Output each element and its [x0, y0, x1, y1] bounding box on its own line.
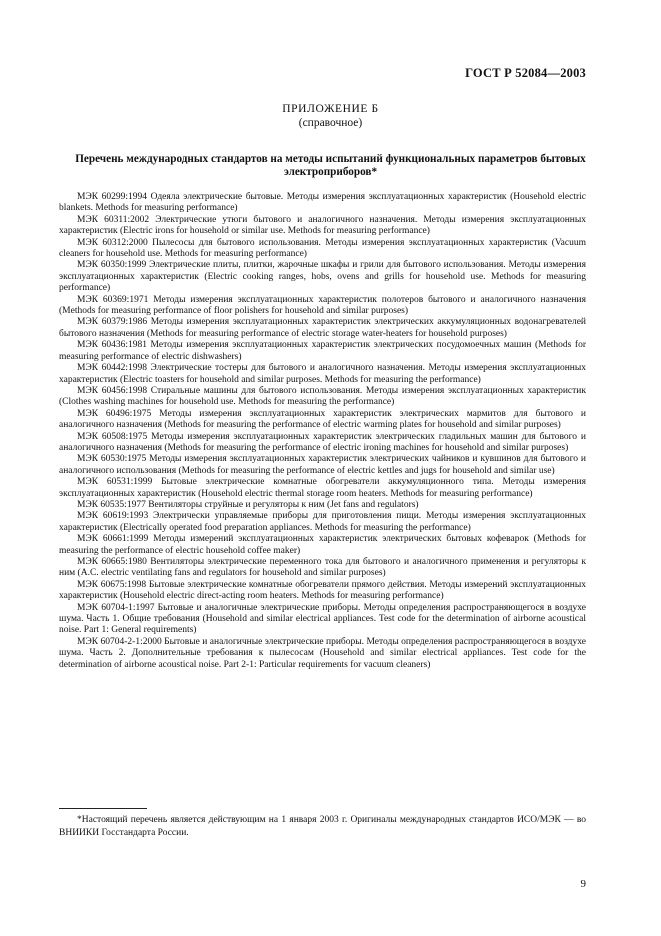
standard-entry: МЭК 60675:1998 Бытовые электрические комнатные обогреватели прямого действия. Методы измерений эксплуатационных характеристик (Household electric direct-acting room heaters. Methods for measuring performance)	[59, 579, 586, 602]
standard-entry: МЭК 60508:1975 Методы измерения эксплуатационных характеристик электрических гладильных машин для бытового и аналогичного назначения (Methods for measuring the performance of electric ironing machines for household and similar purposes)	[59, 431, 586, 453]
standard-entry: МЭК 60379:1986 Методы измерения эксплуатационных характеристик электрических аккумуляционных водонагревателей бытового назначения (Methods for measuring performance of electric storage water-heaters for household purposes)	[59, 317, 586, 339]
standard-entry: МЭК 60661:1999 Методы измерений эксплуатационных характеристик электрических бытовых кофеварок (Methods for measuring the performance of electric household coffee maker)	[59, 534, 586, 556]
standard-entry: МЭК 60312:2000 Пылесосы для бытового использования. Методы измерения эксплуатационных характеристик (Vacuum cleaners for household use. Methods for measuring performance)	[59, 237, 586, 260]
standard-entry: МЭК 60456:1998 Стиральные машины для бытового использования. Методы измерения эксплуатационных характеристик (Clothes washing machines for household use. Methods for measuring the performance)	[59, 385, 586, 408]
standard-entry: МЭК 60665:1980 Вентиляторы электрические переменного тока для бытового и аналогичного применения и регуляторы к ним (A.C. electric ventilating fans and regulators for household and similar purposes)	[59, 557, 586, 579]
standard-entry: МЭК 60496:1975 Методы измерения эксплуатационных характеристик электрических мармитов для бытового и аналогичного назначения (Methods for measuring the performance of electric warming plates for household and similar purposes)	[59, 408, 586, 431]
standard-entry: МЭК 60619:1993 Электрически управляемые приборы для приготовления пищи. Методы измерения эксплуатационных характеристик (Electrically operated food preparation appliances. Methods for measuring the performance)	[59, 511, 586, 533]
standard-entry: МЭК 60442:1998 Электрические тостеры для бытового и аналогичного назначения. Методы измерения эксплуатационных характеристик (Electric toasters for household and similar purposes. Methods for measuring the performance)	[59, 363, 586, 385]
standard-entry: МЭК 60704-1:1997 Бытовые и аналогичные электрические приборы. Методы определения распространяющегося в воздухе шума. Часть 1. Общие требования (Household and similar electrical appliances. Test code for the determination of airborne acoustical noise. Part 1: General requirements)	[59, 602, 586, 636]
standard-entry: МЭК 60530:1975 Методы измерения эксплуатационных характеристик электрических чайников и кувшинов для бытового и аналогичного использования (Methods for measuring the performance of electric kettles and jugs for household and similar use)	[59, 454, 586, 476]
standard-entry: МЭК 60531:1999 Бытовые электрические комнатные обогреватели аккумуляционного типа. Методы измерения эксплуатационных характеристик (Household electric thermal storage room heaters. Methods for measuring performance)	[59, 477, 586, 499]
footnote: *Настоящий перечень является действующим на 1 января 2003 г. Оригиналы международных стандартов ИСО/МЭК — во ВНИИКИ Госстандарта России.	[59, 815, 586, 838]
annex-title: ПРИЛОЖЕНИЕ Б	[282, 103, 379, 115]
standard-entry: МЭК 60535:1977 Вентиляторы струйные и регуляторы к ним (Jet fans and regulators)	[77, 499, 419, 510]
footnote-divider	[59, 808, 147, 809]
document-code: ГОСТ Р 52084—2003	[465, 66, 586, 80]
standard-entry: МЭК 60299:1994 Одеяла электрические бытовые. Методы измерения эксплуатационных характеристик (Household electric blankets. Methods for measuring performance)	[59, 192, 586, 214]
standard-entry: МЭК 60436:1981 Методы измерения эксплуатационных характеристик электрических посудомоечных машин (Methods for measuring performance of electric dishwashers)	[59, 340, 586, 362]
standard-entry: МЭК 60704-2-1:2000 Бытовые и аналогичные электрические приборы. Методы определения распространяющегося в воздухе шума. Часть 2. Дополнительные требования к пылесосам (Household and similar electrical appliances. Test code for the determination of airborne acoustical noise. Part 2-1: Particular requirements for vacuum cleaners)	[59, 636, 586, 670]
standard-entry: МЭК 60350:1999 Электрические плиты, плитки, жарочные шкафы и грили для бытового использования. Методы измерения эксплуатационных характеристик (Electric cooking ranges, hobs, ovens and grills for household use. Methods for measuring performance)	[59, 260, 586, 294]
annex-subtitle: (справочное)	[298, 117, 363, 129]
standard-entry: МЭК 60369:1971 Методы измерения эксплуатационных характеристик полотеров бытового и аналогичного назначения (Methods for measuring performance of floor polishers for household and similar purposes)	[59, 294, 586, 317]
standards-list	[59, 192, 586, 671]
page-number: 9	[580, 878, 586, 890]
annex-header	[0, 102, 661, 130]
standard-entry: МЭК 60311:2002 Электрические утюги бытового и аналогичного назначения. Методы измерения эксплуатационных характеристик (Electric irons for household or similar use. Methods for measuring performance)	[59, 214, 586, 237]
document-heading: Перечень международных стандартов на методы испытаний функциональных параметров бытовых электроприборов*	[75, 153, 586, 178]
